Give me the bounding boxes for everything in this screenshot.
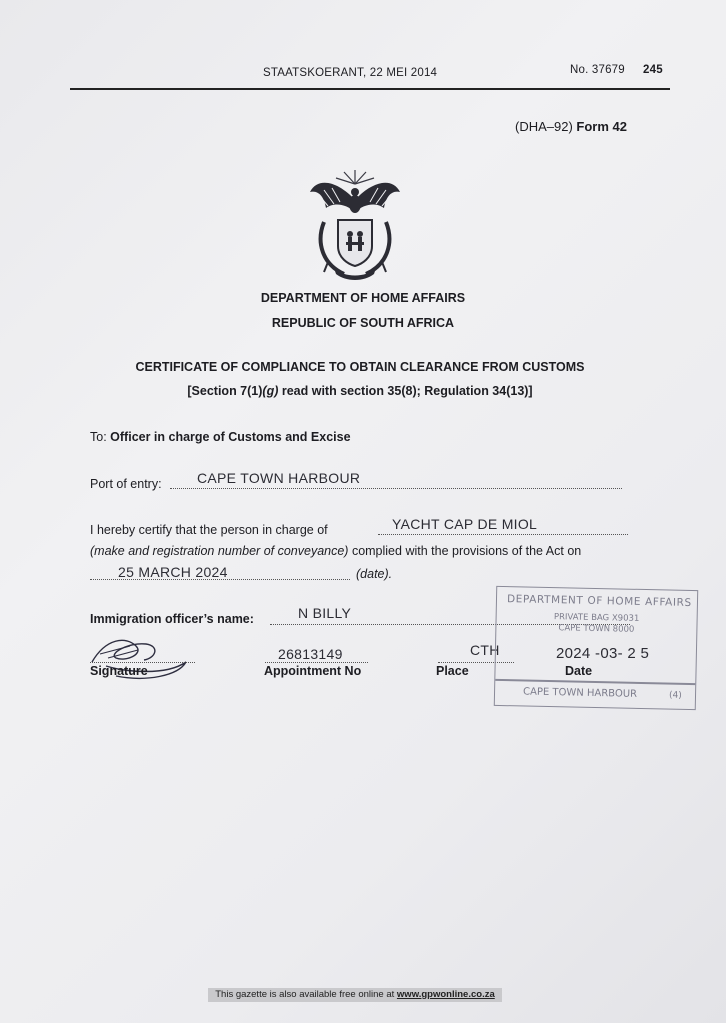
vessel-dotted-line	[378, 532, 628, 535]
signature-label: Signature	[90, 664, 148, 678]
stamp-line1: DEPARTMENT OF HOME AFFAIRS	[506, 593, 692, 609]
recipient: Officer in charge of Customs and Excise	[110, 430, 351, 444]
port-dotted-line	[170, 486, 622, 489]
place-label: Place	[436, 664, 469, 678]
certify-date-label: (date).	[356, 567, 393, 581]
appointment-label: Appointment No	[264, 664, 362, 678]
certify-date-value: 25 MARCH 2024	[118, 564, 228, 580]
footer-banner	[208, 988, 502, 1002]
date-label: Date	[565, 664, 593, 678]
date-value: 2024 -03- 2 5	[556, 645, 650, 662]
signature-dotted-line	[90, 660, 195, 663]
recipient-line: To: Officer in charge of Customs and Excise	[90, 430, 351, 444]
form-number: Form 42	[576, 119, 627, 134]
certify-line2: (make and registration number of conveyance) complied with the provisions of the Act on	[90, 544, 582, 558]
stamp-line2: PRIVATE BAG X9031	[553, 612, 640, 624]
vessel-value: YACHT CAP DE MIOL	[392, 516, 538, 532]
officer-value: N BILLY	[298, 605, 352, 621]
section-reference: [Section 7(1)(g) read with section 35(8); Regulation 34(13)]	[187, 384, 533, 398]
officer-label: Immigration officer’s name:	[90, 612, 254, 626]
department-name: DEPARTMENT OF HOME AFFAIRS	[260, 291, 466, 305]
coat-of-arms-emblem	[304, 162, 406, 284]
gazette-number: No. 37679	[570, 64, 625, 76]
certificate-title: CERTIFICATE OF COMPLIANCE TO OBTAIN CLEARANCE FROM CUSTOMS	[135, 360, 585, 374]
footer-url[interactable]: www.gpwonline.co.za	[396, 989, 495, 1000]
form-code: (DHA–92)	[515, 119, 573, 134]
place-value: CTH	[470, 642, 500, 658]
stamp-line3: CAPE TOWN 8000	[558, 623, 635, 635]
stamp-code: (4)	[668, 690, 682, 701]
stamp-divider	[495, 679, 695, 685]
gazette-title: STAATSKOERANT, 22 MEI 2014	[263, 67, 438, 79]
certify-lead: I hereby certify that the person in charge of	[90, 523, 328, 537]
official-stamp	[494, 586, 698, 710]
form-reference	[515, 119, 627, 134]
appointment-value: 26813149	[278, 646, 343, 662]
port-label: Port of entry:	[90, 477, 162, 491]
footer-text: This gazette is also available free online at	[215, 989, 397, 1000]
page-number: 245	[643, 64, 663, 76]
header-rule	[70, 88, 670, 90]
country-name: REPUBLIC OF SOUTH AFRICA	[271, 316, 455, 330]
stamp-line4: CAPE TOWN HARBOUR	[522, 686, 638, 700]
port-value: CAPE TOWN HARBOUR	[197, 470, 361, 486]
